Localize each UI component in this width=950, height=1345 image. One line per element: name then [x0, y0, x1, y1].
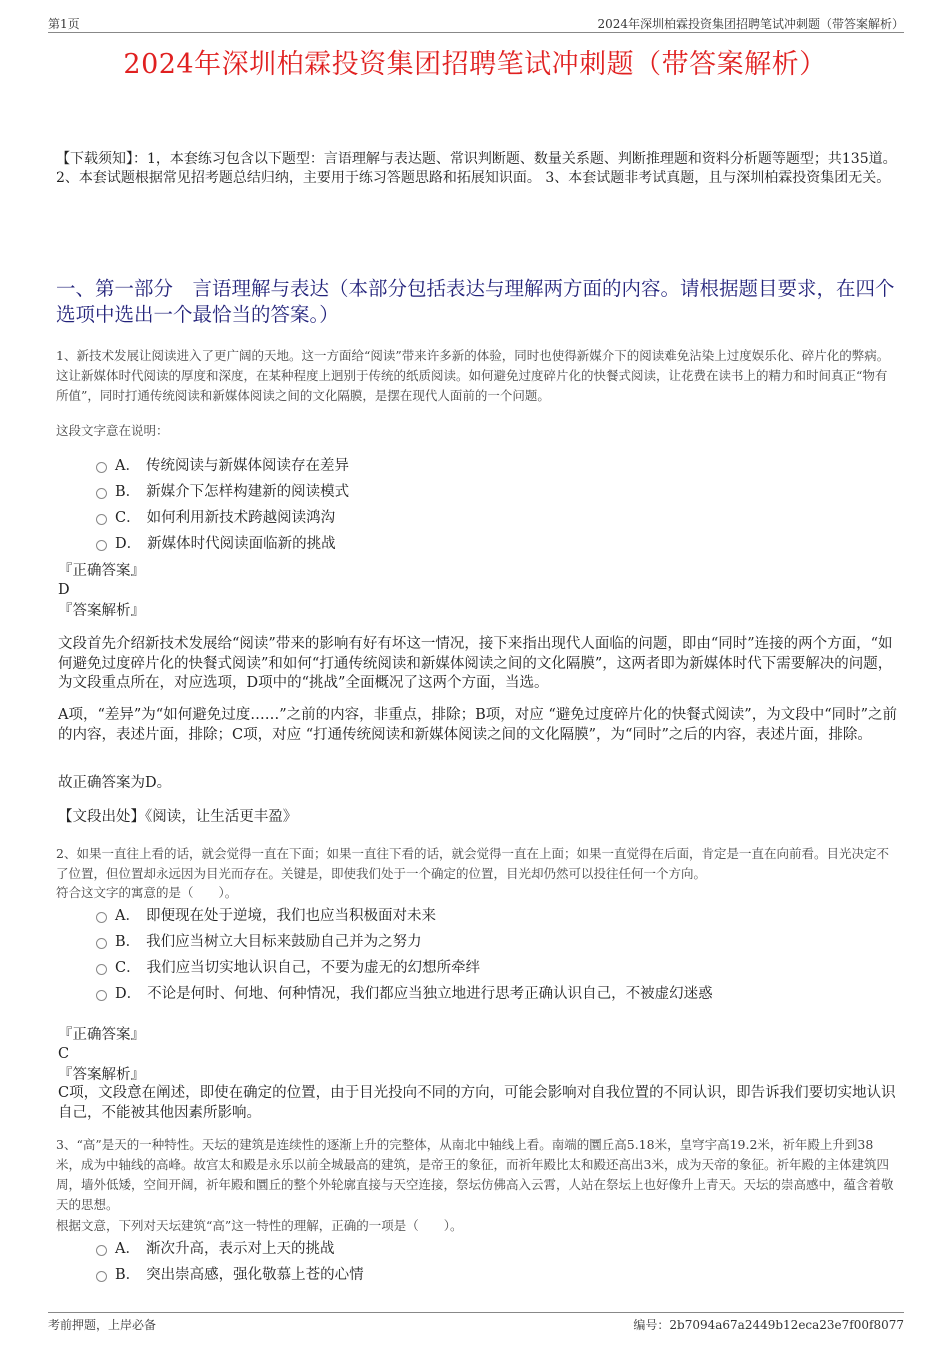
analysis-label: 『答案解析』	[58, 603, 145, 619]
radio-icon[interactable]	[96, 540, 107, 551]
radio-icon[interactable]	[96, 964, 107, 975]
question-1-prompt: 这段文字意在说明：	[56, 423, 169, 438]
analysis-conclusion: 故正确答案为D。	[58, 775, 172, 791]
page-footer	[48, 1312, 904, 1333]
header-doc-name: 2024年深圳柏霖投资集团招聘笔试冲刺题（带答案解析）	[597, 17, 904, 31]
question-3-prompt: 根据文意，下列对天坛建筑“高”这一特性的理解，正确的一项是（ ）。	[56, 1218, 463, 1233]
question-1-stem: 1、新技术发展让阅读进入了更广阔的天地。这一方面给“阅读”带来许多新的体验，同时也使得新媒介下的阅读难免沾染上过度娱乐化、碎片化的弊病。这让新媒体时代阅读的厚度和深度，在某种程度上迥别于传统的纸质阅读。如何避免过度碎片化的快餐式阅读，让花费在读书上的精力和时间真正“物有所值”，同时打通传统阅读和新媒体阅读之间的文化隔膜，是摆在现代人面前的一个问题。	[56, 348, 890, 403]
answer-value: C	[58, 1046, 70, 1062]
radio-icon[interactable]	[96, 990, 107, 1001]
answer-label: 『正确答案』	[58, 1027, 145, 1043]
passage-source: 【文段出处】《阅读，让生活更丰盈》	[58, 809, 298, 825]
radio-icon[interactable]	[96, 462, 107, 473]
option-b[interactable]: B． 突出崇高感，强化敬慕上苍的心情	[96, 1262, 896, 1288]
option-a[interactable]: A． 即便现在处于逆境，我们也应当积极面对未来	[96, 903, 896, 929]
analysis-paragraph-2: A项，“差异”为“如何避免过度……”之前的内容，非重点，排除；B项，对应 “避免过度碎片化的快餐式阅读”，为文段中“同时”之前的内容，表述片面，排除；C项，对应 “打通传统阅读和新媒体阅读之间的文化隔膜”，为“同时”之后的内容，表述片面，排除。	[58, 707, 898, 743]
footer-code: 编号：2b7094a67a2449b12eca23e7f00f8077	[633, 1318, 904, 1332]
radio-icon[interactable]	[96, 1271, 107, 1282]
question-3-options	[96, 1236, 896, 1288]
radio-icon[interactable]	[96, 514, 107, 525]
question-1-options	[96, 453, 896, 557]
radio-icon[interactable]	[96, 1245, 107, 1256]
option-a[interactable]: A． 渐次升高，表示对上天的挑战	[96, 1236, 896, 1262]
download-notice: 【下载须知】：1，本套练习包含以下题型：言语理解与表达题、常识判断题、数量关系题、判断推理题和资料分析题等题型；共135道。 2、本套试题根据常见招考题总结归纳，主要用于练习答题思路和拓展知识面。 3、本套试题非考试真题，且与深圳柏霖投资集团无关。	[56, 151, 897, 186]
option-a[interactable]: A． 传统阅读与新媒体阅读存在差异	[96, 453, 896, 479]
option-c[interactable]: C． 如何利用新技术跨越阅读鸿沟	[96, 505, 896, 531]
analysis-label: 『答案解析』	[58, 1067, 145, 1083]
radio-icon[interactable]	[96, 488, 107, 499]
question-2-stem: 2、如果一直往上看的话，就会觉得一直在下面；如果一直往下看的话，就会觉得一直在上面；如果一直觉得在后面，肯定是一直在向前看。目光决定不了位置，但位置却永远因为目光而存在。关键是，即使我们处于一个确定的位置，目光却仍然可以投往任何一个方向。	[56, 846, 889, 881]
question-3-stem: 3、“高”是天的一种特性。天坛的建筑是连续性的逐渐上升的完整体，从南北中轴线上看。南端的圜丘高5.18米，皇穹宇高19.2米，祈年殿上升到38米，成为中轴线的高峰。故宫太和殿是永乐以前全城最高的建筑，是帝王的象征，而祈年殿比太和殿还高出3米，成为天帝的象征。祈年殿的主体建筑四周，墙外低矮，空间开阔，祈年殿和圜丘的整个外轮廓直接与天空连接，祭坛仿佛高入云霄，人站在祭坛上也好像升上青天。天坛的崇高感中，蕴含着敬天的思想。	[56, 1137, 894, 1212]
question-2-options	[96, 903, 896, 1007]
answer-label: 『正确答案』	[58, 563, 145, 579]
analysis-paragraph-1: 文段首先介绍新技术发展给“阅读”带来的影响有好有坏这一情况，接下来指出现代人面临的问题，即由“同时”连接的两个方面，“如何避免过度碎片化的快餐式阅读”和如何“打通传统阅读和新媒体阅读之间的文化隔膜”，这两者即为新媒体时代下需要解决的问题，为文段重点所在，对应选项，D项中的“挑战”全面概况了这两个方面，当选。	[58, 636, 893, 691]
document-title: 2024年深圳柏霖投资集团招聘笔试冲刺题（带答案解析）	[123, 49, 827, 80]
option-b[interactable]: B． 我们应当树立大目标来鼓励自己并为之努力	[96, 929, 896, 955]
radio-icon[interactable]	[96, 938, 107, 949]
page-header	[48, 14, 904, 33]
answer-value: D	[58, 582, 70, 598]
option-c[interactable]: C． 我们应当切实地认识自己，不要为虚无的幻想所牵绊	[96, 955, 896, 981]
radio-icon[interactable]	[96, 912, 107, 923]
option-d[interactable]: D． 新媒体时代阅读面临新的挑战	[96, 531, 896, 557]
page-number: 第1页	[48, 17, 80, 31]
analysis-paragraph-1: C项，文段意在阐述，即使在确定的位置，由于目光投向不同的方向，可能会影响对自我位置的不同认识，即告诉我们要切实地认识自己，不能被其他因素所影响。	[58, 1085, 896, 1121]
option-d[interactable]: D． 不论是何时、何地、何种情况，我们都应当独立地进行思考正确认识自己，不被虚幻迷惑	[96, 981, 896, 1007]
footer-slogan: 考前押题，上岸必备	[48, 1318, 157, 1332]
question-2-prompt: 符合这文字的寓意的是（ ）。	[56, 885, 238, 900]
section-title: 一、第一部分 言语理解与表达（本部分包括表达与理解两方面的内容。请根据题目要求，在四个选项中选出一个最恰当的答案。）	[56, 277, 895, 326]
option-b[interactable]: B． 新媒介下怎样构建新的阅读模式	[96, 479, 896, 505]
